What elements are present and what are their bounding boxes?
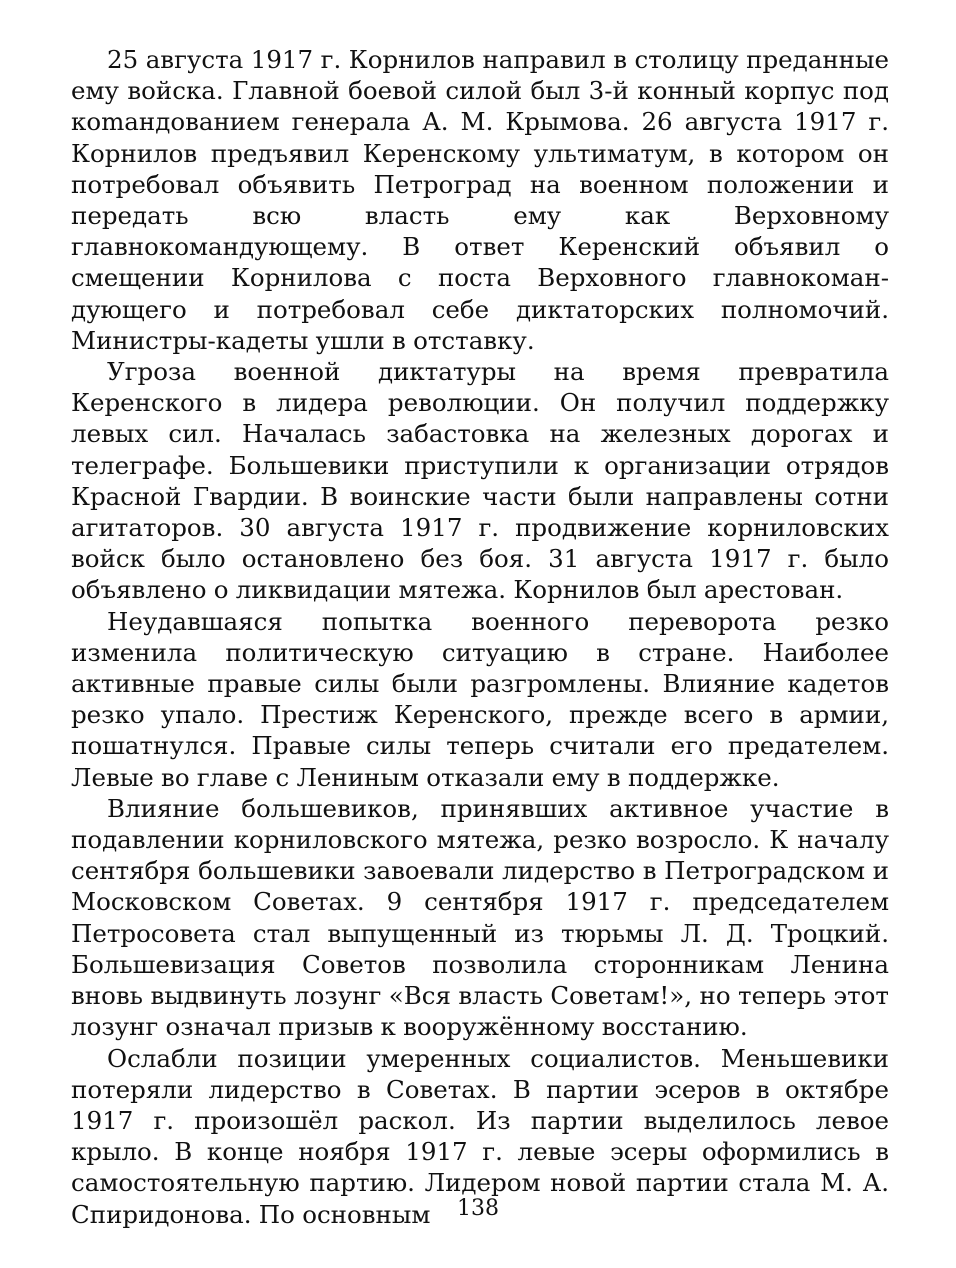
page-number: 138 [457, 1196, 499, 1221]
paragraph-kornilov-ultimatum: 25 августа 1917 г. Корнилов направил в столицу преданные ему войска. Главной боевой силой был 3-й конный корпус под коmандованием генерала А. М. Крымова. 26 августа 1917 г. Корнилов предъявил Керенскому ультиматум, в котором он потребовал объявить Петроград на военном положении и передать всю власть ему как Верховному главнокомандующему. В ответ Керенский объявил о смещении Корнилова с поста Верховного главнокомандующего и потребовал себе диктаторских полномочий. Министры-кадеты ушли в отставку. [71, 45, 889, 355]
paragraph-kerensky-leader: Угроза военной диктатуры на время превратила Керенского в лидера революции. Он получил поддержку левых сил. Началась забастовка на железных дорогах и телеграфе. Большевики приступили к организации отрядов Красной Гвардии. В воинские части были направлены сотни агитаторов. 30 августа 1917 г. продвижение корниловских войск было остановлено без боя. 31 августа 1917 г. было объявлено о ликвидации мятежа. Корнилов был арестован. [71, 357, 889, 605]
paragraph-moderate-socialists: Ослабли позиции умеренных социалистов. Меньшевики потеряли лидерство в Советах. В партии эсеров в октябре 1917 г. произошёл раскол. Из партии выделилось левое крыло. В конце ноября 1917 г. левые эсеры оформились в самостоятельную партию. Лидером новой партии стала М. А. Спиридонова. По основным [71, 1043, 889, 1229]
paragraph-bolshevik-influence: Влияние большевиков, принявших активное участие в подавлении корниловского мятежа, резко возросло. К началу сентября большевики завоевали лидерство в Петроградском и Московском Советах. 9 сентября 1917 г. председателем Петросовета стал выпущенный из тюрьмы Л. Д. Троцкий. Большевизация Советов позволила сторонникам Ленина вновь выдвинуть лозунг «Вся власть Советам!», но теперь этот лозунг означал призыв к вооружённому восстанию. [71, 793, 889, 1042]
page-body [71, 44, 889, 1230]
paragraph-failed-coup: Неудавшаяся попытка военного переворота резко изменила политическую ситуацию в стране. Наиболее активные правые силы были разгромлены. Влияние кадетов резко упало. Престиж Керенского, прежде всего в армии, пошатнулся. Правые силы теперь считали его предателем. Левые во главе с Лениным отказали ему в поддержке. [71, 606, 889, 792]
